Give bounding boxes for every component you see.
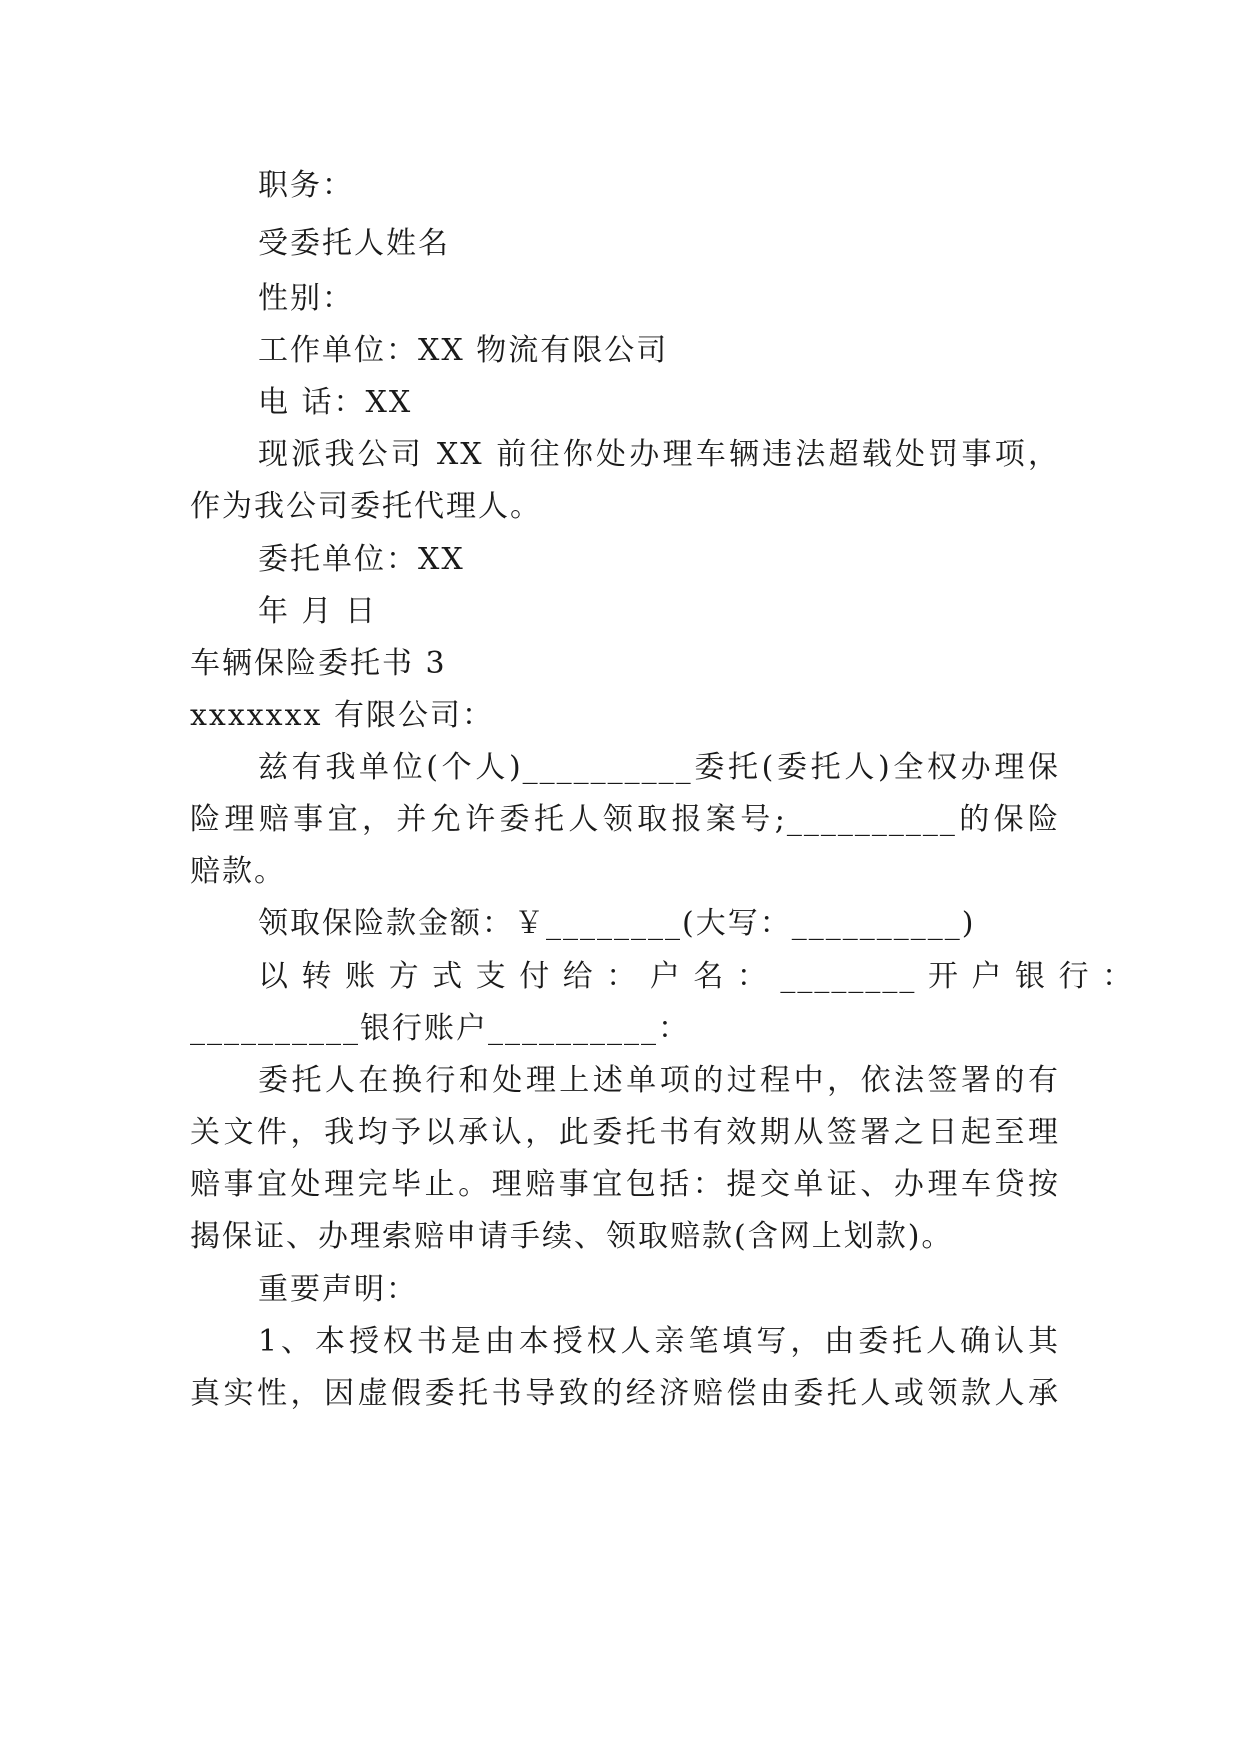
paragraph-line: 委托人在换行和处理上述单项的过程中，依法签署的有: [258, 1063, 1060, 1098]
section-title: 车辆保险委托书 3: [190, 646, 447, 681]
field-gender: 性别：: [258, 281, 354, 316]
paragraph-line: 真实性，因虚假委托书导致的经济赔偿由委托人或领款人承: [190, 1376, 1060, 1411]
paragraph-line: 1、本授权书是由本授权人亲笔填写，由委托人确认其: [258, 1324, 1060, 1359]
field-phone: 电 话：XX: [258, 385, 413, 420]
paragraph-line: 作为我公司委托代理人。: [190, 489, 542, 524]
field-position: 职务：: [258, 168, 354, 203]
paragraph-line: 赔事宜处理完毕止。理赔事宜包括：提交单证、办理车贷按: [190, 1167, 1060, 1202]
field-work-unit: 工作单位：XX 物流有限公司: [258, 333, 669, 368]
addressee: xxxxxxx 有限公司：: [190, 698, 494, 733]
bank-account-line: __________银行账户__________：: [190, 1011, 690, 1046]
paragraph-line: 揭保证、办理索赔申请手续、领取赔款(含网上划款)。: [190, 1219, 954, 1254]
paragraph-line: 赔款。: [190, 854, 286, 889]
paragraph-line: 现派我公司 XX 前往你处办理车辆违法超载处罚事项，: [258, 437, 1060, 472]
field-trustee-name: 受委托人姓名: [258, 226, 450, 261]
date-line: 年 月 日: [258, 594, 378, 629]
payment-line: 以 转 账 方 式 支 付 给 ： 户 名 ： ________ 开 户 银 行 ：: [258, 959, 1135, 994]
paragraph-line: 兹有我单位(个人)__________委托(委托人)全权办理保: [258, 750, 1060, 785]
declaration-heading: 重要声明：: [258, 1272, 418, 1307]
paragraph-line: 关文件，我均予以承认，此委托书有效期从签署之日起至理: [190, 1115, 1060, 1150]
paragraph-line: 险理赔事宜，并允许委托人领取报案号;__________的保险: [190, 802, 1060, 837]
amount-line: 领取保险款金额：￥________(大写：__________): [258, 906, 976, 941]
field-entrusting-unit: 委托单位：XX: [258, 542, 465, 577]
